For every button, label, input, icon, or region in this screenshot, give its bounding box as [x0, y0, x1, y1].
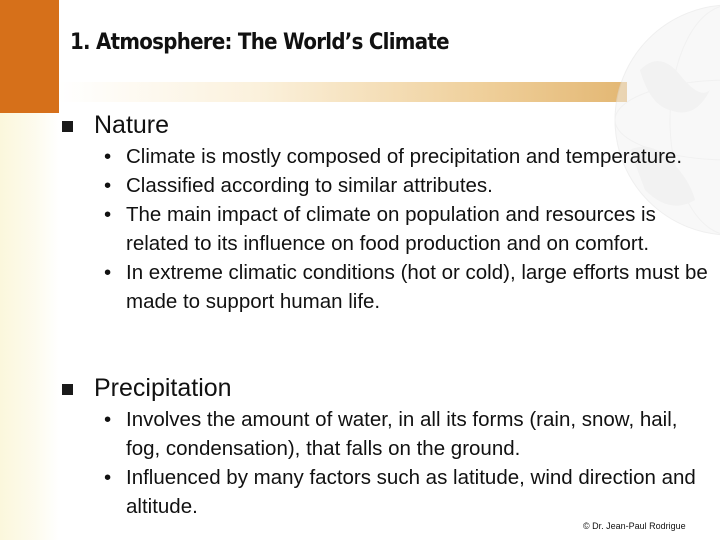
section-precipitation [60, 373, 720, 521]
slide-title: 1. Atmosphere: The World’s Climate [70, 30, 449, 55]
list-item-text: Involves the amount of water, in all its forms (rain, snow, hail, fog, condensation), that falls on the ground. [126, 408, 678, 460]
square-bullet-icon [62, 384, 73, 395]
section-heading [60, 110, 720, 140]
list-item-text: Influenced by many factors such as latitude, wind direction and altitude. [126, 466, 696, 518]
bullet-list [60, 142, 720, 316]
square-bullet-icon [62, 121, 73, 132]
list-item: • Influenced by many factors such as latitude, wind direction and altitude. [104, 466, 696, 518]
list-item: • Classified according to similar attributes. [104, 174, 493, 197]
list-item: • Involves the amount of water, in all its forms (rain, snow, hail, fog, condensation), that falls on the ground. [104, 408, 678, 460]
section-heading-text: Nature [94, 111, 170, 139]
list-item-text: The main impact of climate on population and resources is related to its influence on food production and on comfort. [126, 203, 656, 255]
list-item: • In extreme climatic conditions (hot or cold), large efforts must be made to support human life. [104, 261, 708, 313]
section-heading [60, 373, 720, 403]
copyright-footer: © Dr. Jean-Paul Rodrigue [583, 521, 686, 531]
section-heading-text: Precipitation [94, 374, 232, 402]
list-item: • Climate is mostly composed of precipitation and temperature. [104, 145, 683, 168]
list-item: • The main impact of climate on population and resources is related to its influence on food production and on comfort. [104, 203, 656, 255]
list-item-text: Climate is mostly composed of precipitation and temperature. [126, 145, 683, 168]
title-underline-bar [59, 82, 627, 102]
list-item-text: In extreme climatic conditions (hot or cold), large efforts must be made to support human life. [126, 261, 708, 313]
list-item-text: Classified according to similar attributes. [126, 174, 493, 197]
left-side-gradient [0, 113, 59, 540]
section-nature [60, 110, 720, 316]
left-accent-band [0, 0, 59, 113]
bullet-list [60, 405, 720, 521]
